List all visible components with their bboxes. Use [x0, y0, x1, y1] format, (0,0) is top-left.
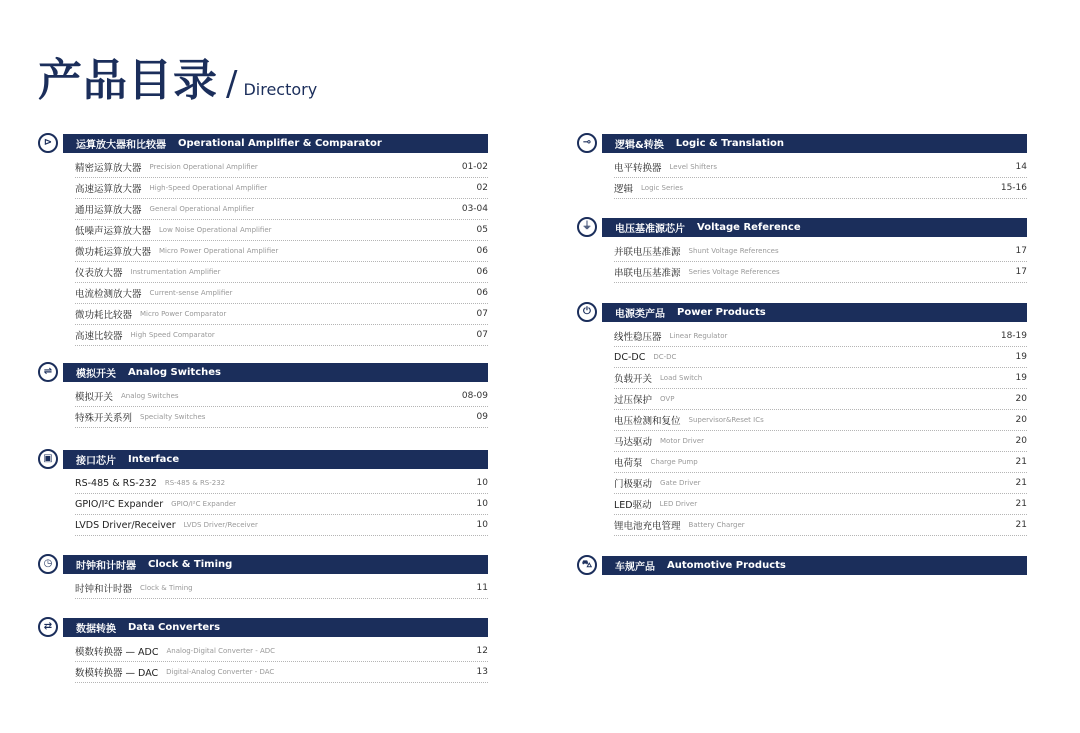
section-right-0 — [577, 134, 1027, 199]
entry-subtitle-en: Clock & Timing — [140, 584, 193, 592]
toc-entry[interactable] — [614, 368, 1027, 389]
power-icon: ⏻ — [577, 302, 597, 322]
entry-title-cn: 线性稳压器 — [614, 332, 662, 343]
entry-page-number: 21 — [1015, 457, 1027, 467]
section-header — [577, 218, 1027, 237]
section-title-en: Power Products — [677, 307, 766, 318]
section-items — [614, 157, 1027, 199]
entry-subtitle-en: Load Switch — [660, 374, 703, 382]
entry-title-cn: 精密运算放大器 — [75, 163, 142, 174]
section-title-cn: 接口芯片 — [76, 456, 116, 467]
section-items — [614, 241, 1027, 283]
entry-title-cn: 数模转换器 — DAC — [75, 668, 159, 679]
entry-page-number: 10 — [476, 499, 488, 509]
toc-entry[interactable] — [614, 157, 1027, 178]
interface-chip-icon: ▣ — [38, 449, 58, 469]
entry-page-number: 21 — [1015, 520, 1027, 530]
entry-title-cn: RS-485 & RS-232 — [75, 477, 157, 489]
entry-title-cn: 高速运算放大器 — [75, 184, 142, 195]
toc-entry[interactable] — [75, 641, 488, 662]
section-right-2 — [577, 303, 1027, 536]
entry-subtitle-en: High-Speed Operational Amplifier — [149, 184, 268, 192]
switch-icon: ⇌ — [38, 362, 58, 382]
entry-title-cn: 过压保护 — [614, 395, 653, 406]
toc-entry[interactable] — [75, 515, 488, 536]
entry-title-cn: 负载开关 — [614, 374, 653, 385]
entry-subtitle-en: Low Noise Operational Amplifier — [159, 226, 272, 234]
entry-subtitle-en: Logic Series — [641, 184, 684, 192]
entry-page-number: 21 — [1015, 499, 1027, 509]
section-title-bar — [602, 303, 1027, 322]
toc-entry[interactable] — [75, 178, 488, 199]
entry-title-cn: 微功耗运算放大器 — [75, 247, 152, 258]
entry-title-cn: 电流检测放大器 — [75, 289, 142, 300]
toc-entry[interactable] — [75, 241, 488, 262]
toc-entry[interactable] — [75, 283, 488, 304]
entry-subtitle-en: LVDS Driver/Receiver — [183, 521, 258, 529]
section-title-en: Clock & Timing — [148, 559, 233, 570]
section-items — [75, 578, 488, 599]
voltage-reference-icon: ⏚ — [577, 217, 597, 237]
entry-title-cn: LED驱动 — [614, 500, 652, 511]
entry-page-number: 03-04 — [461, 204, 488, 214]
section-title-cn: 时钟和计时器 — [76, 561, 136, 572]
section-header — [38, 450, 488, 469]
entry-subtitle-en: Battery Charger — [688, 521, 745, 529]
entry-page-number: 18-19 — [1000, 331, 1027, 341]
entry-title-cn: 马达驱动 — [614, 437, 653, 448]
entry-page-number: 14 — [1015, 162, 1027, 172]
section-right-3 — [577, 556, 1027, 575]
section-title-bar — [63, 450, 488, 469]
section-title-bar — [63, 555, 488, 574]
section-title-en: Automotive Products — [667, 560, 786, 571]
toc-entry[interactable] — [614, 262, 1027, 283]
entry-subtitle-en: Analog-Digital Converter - ADC — [166, 647, 276, 655]
entry-subtitle-en: Specialty Switches — [140, 413, 206, 421]
entry-page-number: 19 — [1015, 352, 1027, 362]
section-left-2 — [38, 450, 488, 536]
section-title-cn: 运算放大器和比较器 — [76, 140, 166, 151]
entry-page-number: 10 — [476, 478, 488, 488]
entry-subtitle-en: Current-sense Amplifier — [149, 289, 233, 297]
entry-title-cn: 模数转换器 — ADC — [75, 647, 159, 658]
section-title-bar — [602, 134, 1027, 153]
entry-page-number: 21 — [1015, 478, 1027, 488]
title-english: Directory — [243, 80, 318, 99]
section-items — [75, 157, 488, 346]
section-header — [38, 618, 488, 637]
entry-subtitle-en: Linear Regulator — [669, 332, 728, 340]
section-title-bar — [602, 218, 1027, 237]
toc-entry[interactable] — [614, 347, 1027, 368]
section-header — [38, 134, 488, 153]
entry-title-cn: 串联电压基准源 — [614, 268, 681, 279]
entry-subtitle-en: Analog Switches — [121, 392, 179, 400]
toc-entry[interactable] — [614, 241, 1027, 262]
entry-page-number: 02 — [476, 183, 488, 193]
toc-entry[interactable] — [614, 389, 1027, 410]
section-title-en: Data Converters — [128, 622, 221, 633]
entry-title-cn: 仪表放大器 — [75, 268, 123, 279]
section-title-cn: 车规产品 — [615, 562, 655, 573]
entry-subtitle-en: Micro Power Operational Amplifier — [159, 247, 279, 255]
entry-title-cn: 逻辑 — [614, 184, 634, 195]
entry-page-number: 10 — [476, 520, 488, 530]
section-items — [75, 386, 488, 428]
entry-title-cn: 模拟开关 — [75, 392, 114, 403]
entry-subtitle-en: High Speed Comparator — [130, 331, 215, 339]
section-items — [75, 473, 488, 536]
entry-title-cn: 时钟和计时器 — [75, 584, 133, 595]
toc-entry[interactable] — [614, 473, 1027, 494]
toc-entry[interactable] — [75, 578, 488, 599]
entry-page-number: 13 — [476, 667, 488, 677]
entry-subtitle-en: GPIO/I²C Expander — [171, 500, 237, 508]
entry-subtitle-en: Charge Pump — [650, 458, 698, 466]
toc-entry[interactable] — [75, 220, 488, 241]
entry-page-number: 20 — [1015, 436, 1027, 446]
entry-subtitle-en: OVP — [660, 395, 675, 403]
toc-entry[interactable] — [75, 199, 488, 220]
section-header — [577, 556, 1027, 575]
section-header — [577, 134, 1027, 153]
toc-entry[interactable] — [614, 431, 1027, 452]
entry-subtitle-en: Precision Operational Amplifier — [149, 163, 258, 171]
section-title-cn: 逻辑&转换 — [615, 140, 664, 151]
entry-subtitle-en: Micro Power Comparator — [140, 310, 227, 318]
entry-subtitle-en: Gate Driver — [660, 479, 701, 487]
entry-page-number: 11 — [476, 583, 488, 593]
section-title-en: Voltage Reference — [697, 222, 801, 233]
toc-entry[interactable] — [614, 494, 1027, 515]
entry-subtitle-en: Motor Driver — [660, 437, 705, 445]
entry-title-cn: 门极驱动 — [614, 479, 653, 490]
section-header — [577, 303, 1027, 322]
entry-title-cn: GPIO/I²C Expander — [75, 498, 164, 510]
section-left-4 — [38, 618, 488, 683]
entry-page-number: 09 — [476, 412, 488, 422]
entry-subtitle-en: Series Voltage References — [688, 268, 780, 276]
entry-page-number: 12 — [476, 646, 488, 656]
entry-title-cn: 微功耗比较器 — [75, 310, 133, 321]
entry-title-cn: 锂电池充电管理 — [614, 521, 681, 532]
page-title — [38, 44, 317, 108]
toc-entry[interactable] — [75, 494, 488, 515]
toc-entry[interactable] — [614, 326, 1027, 347]
entry-page-number: 05 — [476, 225, 488, 235]
section-title-bar — [63, 618, 488, 637]
toc-entry[interactable] — [75, 304, 488, 325]
section-left-3 — [38, 555, 488, 599]
entry-subtitle-en: Level Shifters — [669, 163, 717, 171]
entry-title-cn: 电平转换器 — [614, 163, 662, 174]
entry-subtitle-en: General Operational Amplifier — [149, 205, 255, 213]
entry-page-number: 07 — [476, 309, 488, 319]
toc-entry[interactable] — [75, 662, 488, 683]
car-icon: ⛍ — [577, 555, 597, 575]
toc-entry[interactable] — [75, 386, 488, 407]
entry-page-number: 06 — [476, 246, 488, 256]
entry-page-number: 15-16 — [1000, 183, 1027, 193]
entry-title-cn: 电荷泵 — [614, 458, 643, 469]
entry-page-number: 08-09 — [461, 391, 488, 401]
section-title-en: Operational Amplifier & Comparator — [178, 138, 382, 149]
section-title-cn: 数据转换 — [76, 624, 116, 635]
entry-title-cn: DC-DC — [614, 351, 646, 363]
entry-subtitle-en: Shunt Voltage References — [688, 247, 779, 255]
section-items — [614, 326, 1027, 536]
section-title-bar — [63, 134, 488, 153]
entry-page-number: 19 — [1015, 373, 1027, 383]
amplifier-icon: ⊳ — [38, 133, 58, 153]
toc-entry[interactable] — [75, 262, 488, 283]
toc-entry[interactable] — [614, 410, 1027, 431]
section-title-en: Analog Switches — [128, 367, 221, 378]
entry-title-cn: 并联电压基准源 — [614, 247, 681, 258]
toc-entry[interactable] — [614, 178, 1027, 199]
toc-entry[interactable] — [614, 452, 1027, 473]
section-title-en: Interface — [128, 454, 180, 465]
toc-entry[interactable] — [614, 515, 1027, 536]
entry-subtitle-en: Digital-Analog Converter - DAC — [166, 668, 275, 676]
section-title-bar — [63, 363, 488, 382]
section-title-en: Logic & Translation — [675, 138, 785, 149]
entry-page-number: 07 — [476, 330, 488, 340]
entry-page-number: 20 — [1015, 394, 1027, 404]
clock-icon: ◷ — [38, 554, 58, 574]
toc-entry[interactable] — [75, 473, 488, 494]
toc-entry[interactable] — [75, 157, 488, 178]
entry-subtitle-en: LED Driver — [659, 500, 698, 508]
entry-title-cn: 低噪声运算放大器 — [75, 226, 152, 237]
entry-title-cn: 高速比较器 — [75, 331, 123, 342]
entry-page-number: 17 — [1015, 246, 1027, 256]
entry-page-number: 06 — [476, 267, 488, 277]
converter-icon: ⇄ — [38, 617, 58, 637]
section-items — [75, 641, 488, 683]
entry-page-number: 20 — [1015, 415, 1027, 425]
toc-entry[interactable] — [75, 407, 488, 428]
section-title-cn: 电压基准源芯片 — [615, 224, 685, 235]
entry-title-cn: LVDS Driver/Receiver — [75, 519, 176, 531]
entry-page-number: 06 — [476, 288, 488, 298]
section-right-1 — [577, 218, 1027, 283]
section-title-cn: 模拟开关 — [76, 369, 116, 380]
section-left-0 — [38, 134, 488, 346]
section-header — [38, 555, 488, 574]
entry-subtitle-en: Instrumentation Amplifier — [130, 268, 221, 276]
entry-page-number: 01-02 — [461, 162, 488, 172]
entry-page-number: 17 — [1015, 267, 1027, 277]
logic-icon: ⊸ — [577, 133, 597, 153]
entry-title-cn: 电压检测和复位 — [614, 416, 681, 427]
section-title-bar — [602, 556, 1027, 575]
entry-subtitle-en: Supervisor&Reset ICs — [688, 416, 764, 424]
title-slash: / — [226, 64, 238, 104]
entry-title-cn: 通用运算放大器 — [75, 205, 142, 216]
section-header — [38, 363, 488, 382]
entry-subtitle-en: RS-485 & RS-232 — [164, 479, 226, 487]
section-left-1 — [38, 363, 488, 428]
section-title-cn: 电源类产品 — [615, 309, 665, 320]
entry-subtitle-en: DC-DC — [653, 353, 677, 361]
entry-title-cn: 特殊开关系列 — [75, 413, 133, 424]
toc-entry[interactable] — [75, 325, 488, 346]
title-chinese: 产品目录 — [38, 55, 218, 106]
